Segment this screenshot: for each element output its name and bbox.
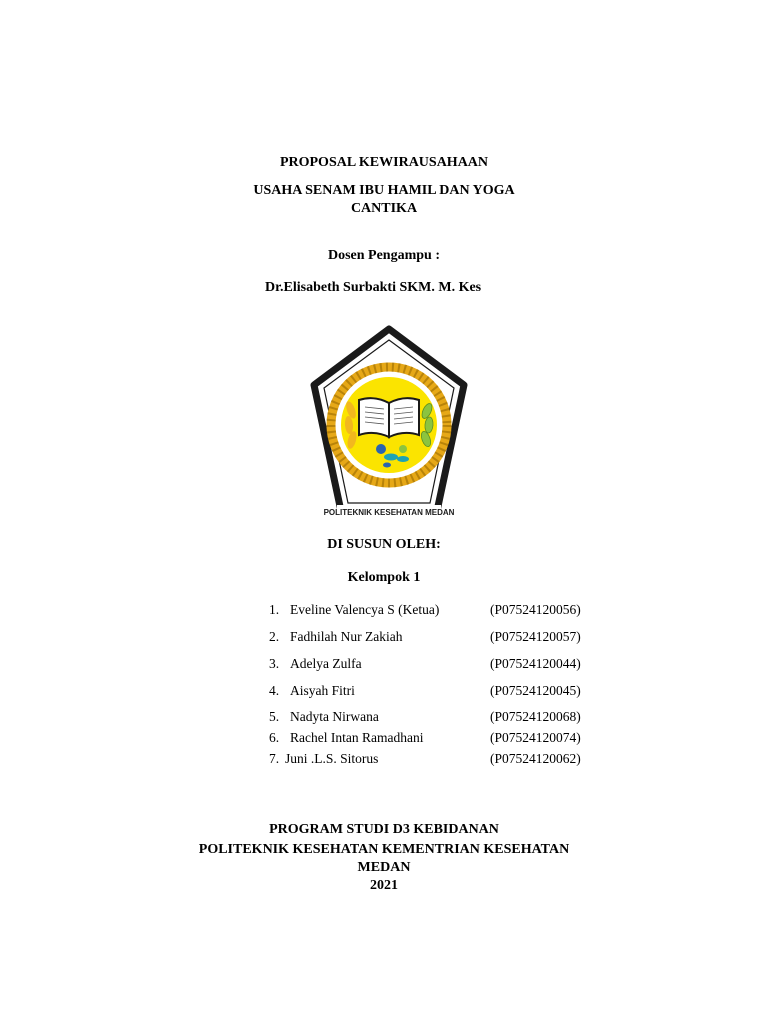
member-name: Adelya Zulfa xyxy=(290,656,362,671)
member-number: 1. xyxy=(269,602,280,617)
group-label: Kelompok 1 xyxy=(347,570,421,585)
member-number: 2. xyxy=(269,629,280,644)
member-number: 6. xyxy=(269,730,280,745)
member-row xyxy=(0,628,768,646)
member-name: Juni .L.S. Sitorus xyxy=(285,751,379,766)
member-number: 7. xyxy=(269,751,280,766)
member-name: Eveline Valencya S (Ketua) xyxy=(290,602,440,617)
member-row xyxy=(0,601,768,619)
member-number: 3. xyxy=(269,656,280,671)
member-nim: (P07524120044) xyxy=(490,656,581,671)
member-nim: (P07524120056) xyxy=(490,602,581,617)
lecturer-label: Dosen Pengampu : xyxy=(327,248,440,263)
institution-logo xyxy=(309,325,469,520)
institution-city: MEDAN xyxy=(357,860,411,875)
member-nim: (P07524120057) xyxy=(490,629,581,644)
member-row xyxy=(0,655,768,673)
logo-caption: POLITEKNIK KESEHATAN MEDAN xyxy=(323,508,455,517)
member-row xyxy=(0,750,768,768)
document-year: 2021 xyxy=(370,878,398,893)
institution-name: POLITEKNIK KESEHATAN KEMENTRIAN KESEHATAN xyxy=(198,842,570,857)
member-row xyxy=(0,682,768,700)
member-nim: (P07524120045) xyxy=(490,683,581,698)
member-name: Nadyta Nirwana xyxy=(290,709,379,724)
member-name: Aisyah Fitri xyxy=(290,683,355,698)
study-program: PROGRAM STUDI D3 KEBIDANAN xyxy=(269,822,499,837)
logo-book-icon xyxy=(359,398,419,437)
member-nim: (P07524120068) xyxy=(490,709,581,724)
member-row xyxy=(0,729,768,747)
member-nim: (P07524120074) xyxy=(490,730,581,745)
lecturer-name: Dr.Elisabeth Surbakti SKM. M. Kes xyxy=(265,280,482,295)
member-name: Fadhilah Nur Zakiah xyxy=(290,629,403,644)
compiled-by-heading: DI SUSUN OLEH: xyxy=(327,537,441,552)
subtitle-line-1: USAHA SENAM IBU HAMIL DAN YOGA xyxy=(253,183,515,198)
member-number: 5. xyxy=(269,709,280,724)
subtitle-line-2: CANTIKA xyxy=(350,201,418,216)
member-number: 4. xyxy=(269,683,280,698)
document-title: PROPOSAL KEWIRAUSAHAAN xyxy=(279,155,489,170)
member-name: Rachel Intan Ramadhani xyxy=(290,730,424,745)
member-nim: (P07524120062) xyxy=(490,751,581,766)
member-row xyxy=(0,708,768,726)
